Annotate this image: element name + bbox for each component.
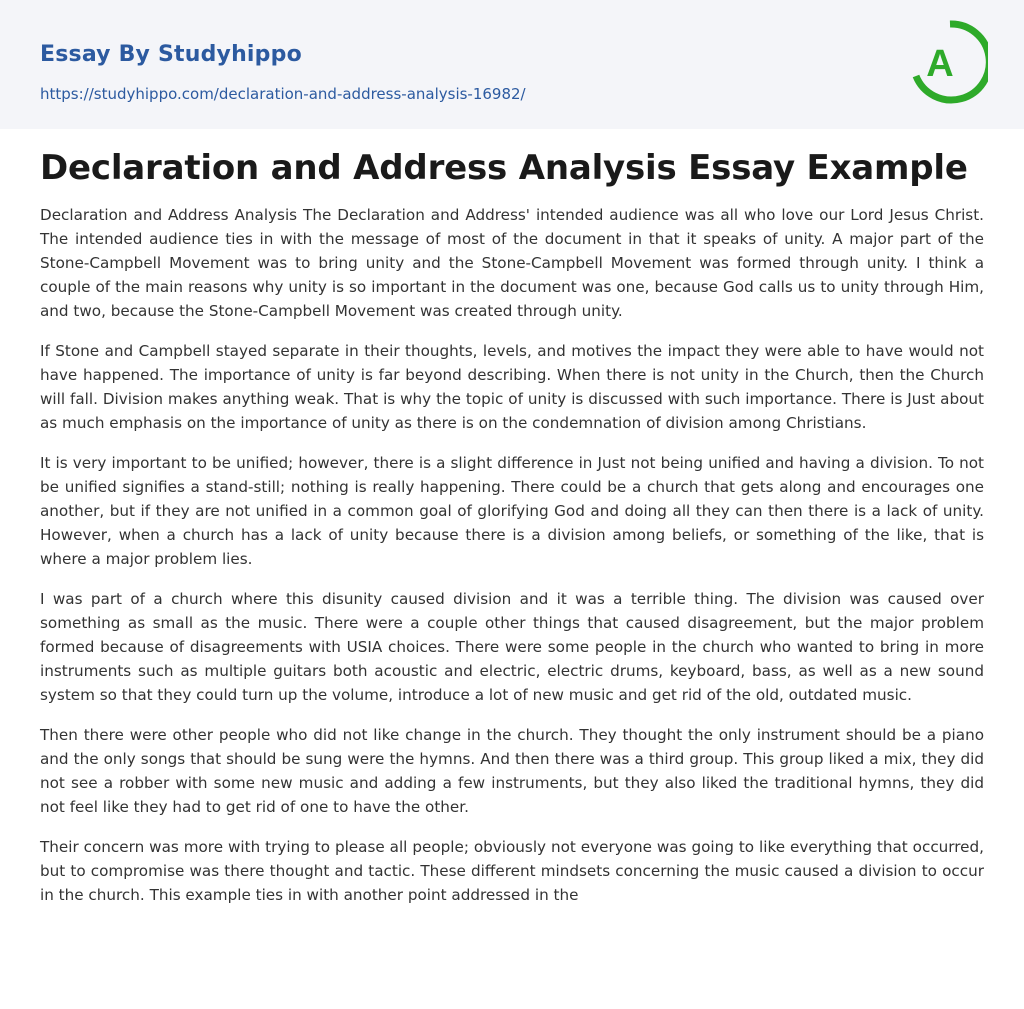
article-paragraph: Declaration and Address Analysis The Declaration and Address' intended audience was all who love our Lord Jesus Christ. The intended audience ties in with the message of most of the document in that it speaks of unity. A major part of the Stone-Campbell Movement was to bring unity and the Stone-Campbell Movement was formed through unity. I think a couple of the main reasons why unity is so important in the document was one, because God calls us to unity through Him, and two, because the Stone-Campbell Movement was created through unity. (40, 206, 984, 320)
article-paragraph: Then there were other people who did not like change in the church. They thought the only instrument should be a piano and the only songs that should be sung were the hymns. And then there was a third group. This group liked a mix, they did not see a robber with some new music and adding a few instruments, but they also liked the traditional hymns, they did not feel like they had to get rid of one to have the other. (40, 726, 984, 816)
studyhippo-logo-icon[interactable] (912, 18, 988, 106)
article (40, 146, 984, 923)
page-url-link[interactable]: https://studyhippo.com/declaration-and-address-analysis-16982/ (40, 85, 526, 103)
article-paragraph: I was part of a church where this disunity caused division and it was a terrible thing. The division was caused over something as small as the music. There were a couple other things that caused disagreement, but the major problem formed because of disagreements with USIA choices. There were some people in the church who wanted to bring in more instruments such as multiple guitars both acoustic and electric, electric drums, keyboard, bass, as well as a new sound system so that they could turn up the volume, introduce a lot of new music and get rid of the old, outdated music. (40, 590, 984, 704)
article-paragraph: Their concern was more with trying to please all people; obviously not everyone was going to like everything that occurred, but to compromise was there thought and tactic. These different mindsets concerning the music caused a division to occur in the church. This example ties in with another point addressed in the (40, 838, 984, 904)
article-paragraph: If Stone and Campbell stayed separate in their thoughts, levels, and motives the impact they were able to have would not have happened. The importance of unity is far beyond describing. When there is not unity in the Church, then the Church will fall. Division makes anything weak. That is why the topic of unity is discussed with such importance. There is Just about as much emphasis on the importance of unity as there is on the condemnation of division among Christians. (40, 342, 984, 432)
logo-letter: A (926, 43, 954, 85)
article-title: Declaration and Address Analysis Essay Example (40, 148, 968, 188)
site-header (0, 0, 1024, 129)
article-paragraph: It is very important to be unified; however, there is a slight difference in Just not being unified and having a division. To not be unified signifies a stand-still; nothing is really happening. There could be a church that gets along and encourages one another, but if they are not unified in a common goal of glorifying God and doing all they can then there is a lack of unity. However, when a church has a lack of unity because there is a division among beliefs, or something of the like, that is where a major problem lies. (40, 454, 984, 568)
brand-title[interactable]: Essay By Studyhippo (40, 42, 302, 67)
